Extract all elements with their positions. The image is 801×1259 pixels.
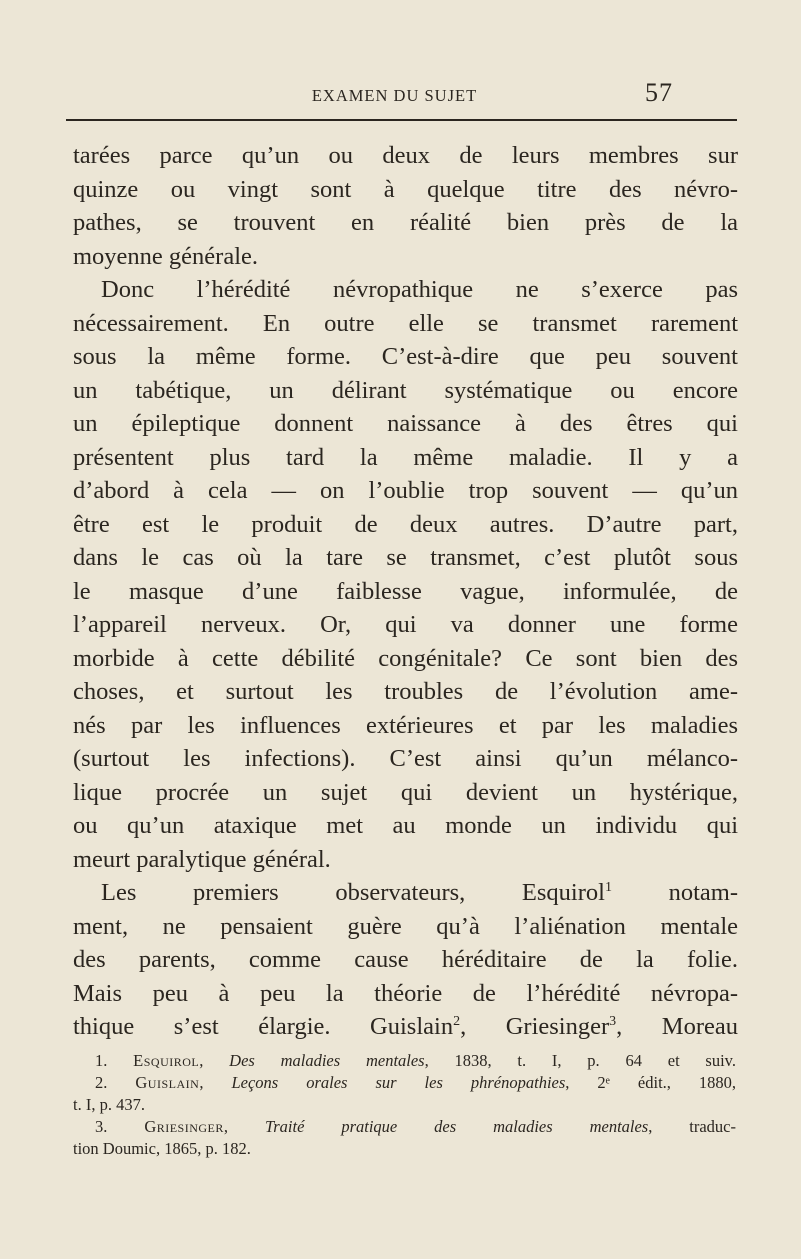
footnote-2-cont: t. I, p. 437.	[73, 1095, 145, 1114]
text-line: moyenne générale.	[73, 242, 259, 270]
text-line: Donc l’hérédité névropathique ne s’exerce pas	[101, 276, 738, 303]
footnote-title: Des maladies mentales	[229, 1051, 425, 1070]
footnote-3: 3. Griesinger, Traité pratique des maladies mentales, traduc-	[95, 1117, 737, 1136]
footnote-details: , 1838, t. I, p. 64 et suiv.	[424, 1051, 736, 1070]
text-fragment: , Moreau	[616, 1013, 738, 1040]
text-line: Mais peu à peu la théorie de l’hérédité névropa-	[73, 979, 738, 1007]
text-line	[73, 1010, 738, 1044]
text-line: nécessairement. En outre elle se transmet rarement	[73, 309, 738, 337]
text-line: présentent plus tard la même maladie. Il y a	[73, 443, 738, 471]
text-line: des parents, comme cause héréditaire de la folie.	[73, 946, 738, 973]
footnote-author: Griesinger	[144, 1117, 224, 1136]
text-line: un épileptique donnent naissance à des êtres qui	[73, 410, 738, 437]
text-fragment: notam-	[611, 879, 738, 906]
text-line: meurt paralytique général.	[73, 845, 331, 873]
text-line: (surtout les infections). C’est ainsi qu’un mélanco-	[73, 745, 738, 772]
text-line: lique procrée un sujet qui devient un hystérique,	[73, 778, 738, 806]
running-title: EXAMEN DU SUJET	[311, 86, 478, 105]
footnote-title: Leçons orales sur les phrénopathies	[231, 1073, 566, 1092]
text-line: sous la même forme. C’est-à-dire que peu souvent	[73, 343, 738, 370]
text-line: tarées parce qu’un ou deux de leurs membres sur	[73, 142, 738, 169]
footnote-number: 3.	[95, 1117, 108, 1136]
footnote-1: 1. Esquirol, Des maladies mentales, 1838, t. I, p. 64 et suiv.	[95, 1051, 736, 1070]
footnote-title: Traité pratique des maladies mentales	[264, 1117, 649, 1136]
body-text	[73, 139, 738, 1044]
footnote-author: Guislain	[135, 1073, 200, 1092]
text-line: choses, et surtout les troubles de l’évolution ame-	[73, 678, 738, 705]
footnote-ref: 1	[604, 880, 612, 895]
footnote-ref: 2	[453, 1014, 461, 1029]
text-line: nés par les influences extérieures et par les maladies	[73, 711, 738, 739]
footnote-2: 2. Guislain, Leçons orales sur les phrénopathies, 2ᵉ édit., 1880,	[95, 1073, 737, 1092]
text-line: d’abord à cela — on l’oublie trop souvent — qu’un	[73, 477, 738, 504]
text-line: le masque d’une faiblesse vague, informulée, de	[73, 577, 738, 605]
text-line: être est le produit de deux autres. D’autre part,	[73, 510, 738, 538]
page-number: 57	[645, 78, 673, 107]
text-fragment: , Griesinger	[460, 1013, 610, 1040]
text-fragment: thique s’est élargie. Guislain	[73, 1013, 454, 1040]
text-line: ou qu’un ataxique met au monde un individu qui	[73, 812, 738, 839]
text-line: ment, ne pensaient guère qu’à l’aliénation mentale	[73, 912, 738, 940]
footnote-author: Esquirol	[133, 1051, 200, 1070]
text-line	[73, 876, 738, 910]
text-fragment: Les premiers observateurs, Esquirol	[101, 879, 605, 906]
footnote-number: 2.	[95, 1073, 108, 1092]
header-rule	[66, 119, 737, 121]
text-line: un tabétique, un délirant systématique ou encore	[73, 376, 738, 404]
text-line: l’appareil nerveux. Or, qui va donner une forme	[73, 611, 738, 638]
footnote-details: , traduc-	[648, 1117, 737, 1136]
text-line: pathes, se trouvent en réalité bien près de la	[73, 209, 738, 236]
text-line: quinze ou vingt sont à quelque titre des névro-	[73, 175, 738, 203]
footnote-number: 1.	[95, 1051, 108, 1070]
text-line: morbide à cette débilité congénitale? Ce sont bien des	[73, 644, 738, 672]
text-line: dans le cas où la tare se transmet, c’est plutôt sous	[73, 544, 738, 571]
footnote-details: , 2ᵉ édit., 1880,	[565, 1073, 737, 1092]
footnote-ref: 3	[609, 1014, 617, 1029]
footnotes	[73, 1050, 736, 1160]
footnote-3-cont: tion Doumic, 1865, p. 182.	[73, 1139, 251, 1158]
